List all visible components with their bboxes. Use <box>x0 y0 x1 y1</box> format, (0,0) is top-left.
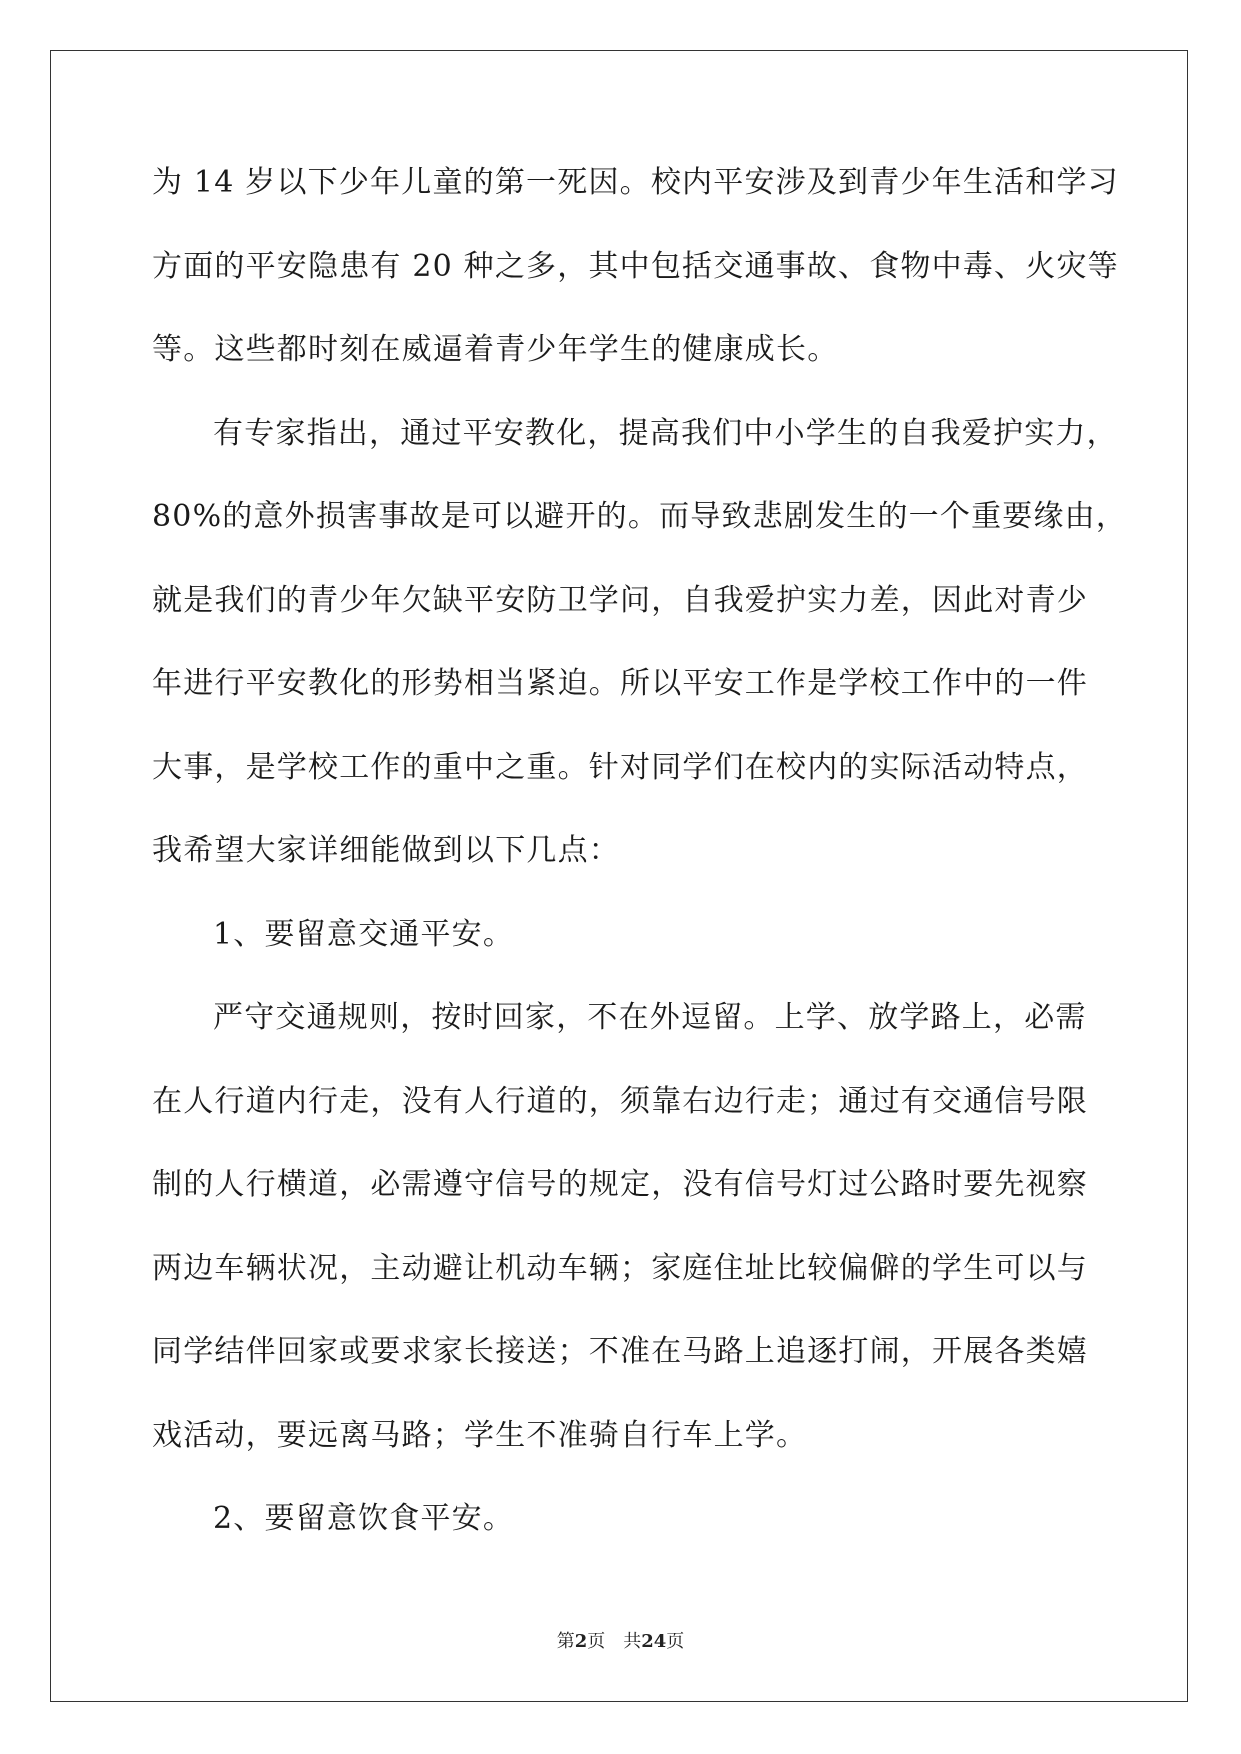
text-line: 两边车辆状况，主动避让机动车辆；家庭住址比较偏僻的学生可以与 <box>152 1250 1088 1286</box>
text-line: 等。这些都时刻在威逼着青少年学生的健康成长。 <box>152 332 839 367</box>
page-number: 2 <box>574 1631 588 1652</box>
total-prefix: 共 <box>623 1631 642 1652</box>
text-line: 年进行平安教化的形势相当紧迫。所以平安工作是学校工作中的一件 <box>152 666 1088 701</box>
page-prefix: 第 <box>556 1631 575 1652</box>
page-footer <box>0 1627 1241 1653</box>
text-line: 1、要留意交通平安。 <box>213 916 515 952</box>
text-line: 为 14 岁以下少年儿童的第一死因。校内平安涉及到青少年生活和学习 <box>152 165 1119 200</box>
text-line: 方面的平安隐患有 20 种之多，其中包括交通事故、食物中毒、火灾等 <box>152 248 1119 284</box>
text-line: 有专家指出，通过平安教化，提高我们中小学生的自我爱护实力， <box>213 415 1118 451</box>
text-line: 2、要留意饮食平安。 <box>213 1501 515 1536</box>
text-line: 制的人行横道，必需遵守信号的规定，没有信号灯过公路时要先视察 <box>152 1167 1088 1202</box>
text-line: 戏活动，要远离马路；学生不准骑自行车上学。 <box>152 1417 808 1453</box>
text-line: 80%的意外损害事故是可以避开的。而导致悲剧发生的一个重要缘由， <box>152 499 1128 534</box>
document-body <box>152 160 1128 1580</box>
text-line: 严守交通规则，按时回家，不在外逗留。上学、放学路上，必需 <box>213 1000 1087 1035</box>
total-suffix: 页 <box>666 1631 685 1652</box>
text-line: 我希望大家详细能做到以下几点： <box>152 833 620 868</box>
text-line: 就是我们的青少年欠缺平安防卫学问，自我爱护实力差，因此对青少 <box>152 582 1088 618</box>
text-line: 同学结伴回家或要求家长接送；不准在马路上追逐打闹，开展各类嬉 <box>152 1334 1088 1369</box>
page-suffix: 页 <box>587 1631 606 1652</box>
text-line: 大事，是学校工作的重中之重。针对同学们在校内的实际活动特点， <box>152 749 1088 785</box>
total-pages: 24 <box>641 1631 667 1652</box>
text-line: 在人行道内行走，没有人行道的，须靠右边行走；通过有交通信号限 <box>152 1083 1088 1119</box>
